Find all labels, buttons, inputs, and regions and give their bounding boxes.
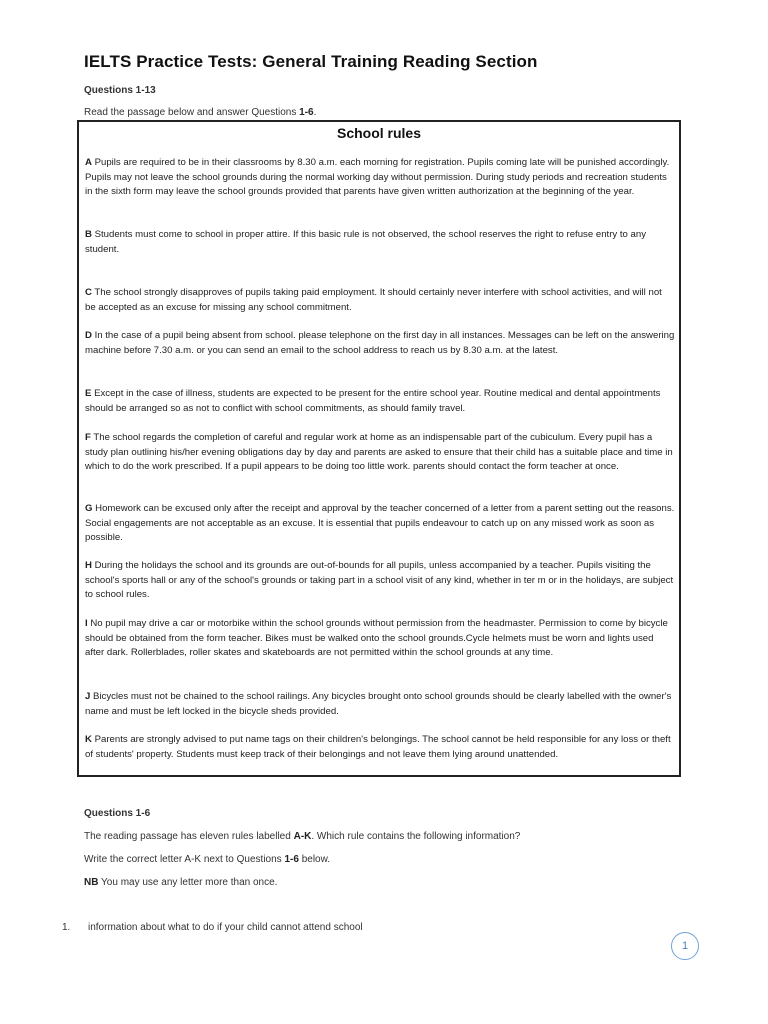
rule-text: Students must come to school in proper attire. If this basic rule is not observed, the school reserves the right to refuse entry to any student. (85, 229, 646, 255)
questions-instruction-1 (84, 831, 520, 842)
rule-text: The school regards the completion of careful and regular work at home as an indispensable part of the cubiculum. Every pupil has a study plan outlining his/her evening obligations day by day and parents are asked to ensure that their child has a suitable place and time in which to do the work prescribed. If a pupil appears to be doing too little work. parents should contact the form teacher at once. (85, 432, 673, 473)
q-instr-pre: Write the correct letter A-K next to Questions (84, 854, 285, 865)
q-instr-bold: A-K (293, 831, 312, 842)
rule-text: Pupils are required to be in their classrooms by 8.30 a.m. each morning for registration. Pupils coming late will be punished accordingly. Pupils may not leave the school grounds during the normal working day without permission. During study periods and recreation students in the sixth form may leave the school grounds provided that parents have given written authorization at the beginning of the year. (85, 157, 670, 198)
rule-letter: I (85, 618, 88, 629)
rule-d (85, 329, 675, 358)
rule-f (85, 431, 675, 475)
rule-letter: A (85, 157, 92, 168)
instruction-post: . (313, 107, 317, 118)
question-number: 1. (62, 922, 71, 933)
rule-letter: J (85, 691, 91, 702)
note-bold: NB (84, 877, 99, 888)
rule-text: During the holidays the school and its grounds are out-of-bounds for all pupils, unless accompanied by a teacher. Pupils visiting the school's sports hall or any of the school's grounds or taking part in a school visit of any kind, whether in ter m or in the holidays, are subject to school rules. (85, 560, 674, 601)
page-number-badge (671, 932, 699, 960)
rule-b (85, 228, 675, 257)
passage-box (77, 120, 681, 777)
rule-text: Except in the case of illness, students are expected to be present for the entire school year. Routine medical and dental appointments should be arranged so as not to conflict with school commitments, as should family travel. (85, 388, 661, 414)
rule-letter: K (85, 734, 92, 745)
rule-letter: B (85, 229, 92, 240)
document-title: IELTS Practice Tests: General Training Reading Section (84, 52, 538, 71)
questions-range-label: Questions 1-13 (84, 85, 156, 96)
rule-text: Parents are strongly advised to put name tags on their children's belongings. The school cannot be held responsible for any loss or theft of students' property. Students must keep track of their belongings and not leave them lying around unattended. (85, 734, 671, 760)
rule-text: Homework can be excused only after the receipt and approval by the teacher concerned of a letter from a parent setting out the reasons. Social engagements are not acceptable as an excuse. It is essential that pupils endeavour to catch up on any missed work as soon as possible. (85, 503, 675, 544)
rule-e (85, 387, 675, 416)
rule-text: No pupil may drive a car or motorbike within the school grounds without permission from the headmaster. Permission to come by bicycle should be obtained from the form teacher. Bikes must be walked onto the school grounds.Cycle helmets must be worn and lights used after dark. Rollerblades, roller skates and skateboards are not permitted within the school grounds at any time. (85, 618, 668, 659)
instruction-pre: Read the passage below and answer Questions (84, 107, 300, 118)
questions-instruction-2 (84, 854, 330, 865)
rule-text: Bicycles must not be chained to the school railings. Any bicycles brought onto school grounds should be clearly labelled with the owner's name and must be left locked in the bicycle sheds provided. (85, 691, 672, 717)
rule-a (85, 156, 675, 200)
rule-text: In the case of a pupil being absent from school. please telephone on the first day in all instances. Messages can be left on the answering machine before 7.30 a.m. or you can send an email to the school address to reach us by 8.30 a.m. at the latest. (85, 330, 675, 356)
q-instr-post: below. (298, 854, 331, 865)
rule-text: The school strongly disapproves of pupils taking paid employment. It should certainly never interfere with school activities, and will not be accepted as an excuse for missing any school commitment. (85, 287, 662, 313)
instruction-text (84, 107, 316, 118)
rule-h (85, 559, 675, 603)
rule-letter: H (85, 560, 92, 571)
q-instr-post: . Which rule contains the following information? (311, 831, 521, 842)
rule-letter: C (85, 287, 92, 298)
rule-letter: D (85, 330, 92, 341)
passage-title: School rules (336, 125, 422, 141)
rule-c (85, 286, 675, 315)
rule-g (85, 502, 675, 546)
note-text: You may use any letter more than once. (98, 877, 278, 888)
rule-letter: G (85, 503, 93, 514)
rule-j (85, 690, 675, 719)
instruction-bold: 1-6 (299, 107, 314, 118)
q-instr-pre: The reading passage has eleven rules labelled (84, 831, 294, 842)
page-number: 1 (681, 940, 689, 952)
rule-k (85, 733, 675, 762)
rule-i (85, 617, 675, 661)
q-instr-bold: 1-6 (284, 854, 299, 865)
rule-letter: F (85, 432, 91, 443)
question-text: information about what to do if your child cannot attend school (88, 922, 363, 933)
rule-letter: E (85, 388, 92, 399)
questions-section-label: Questions 1-6 (84, 808, 151, 819)
questions-note (84, 877, 277, 888)
